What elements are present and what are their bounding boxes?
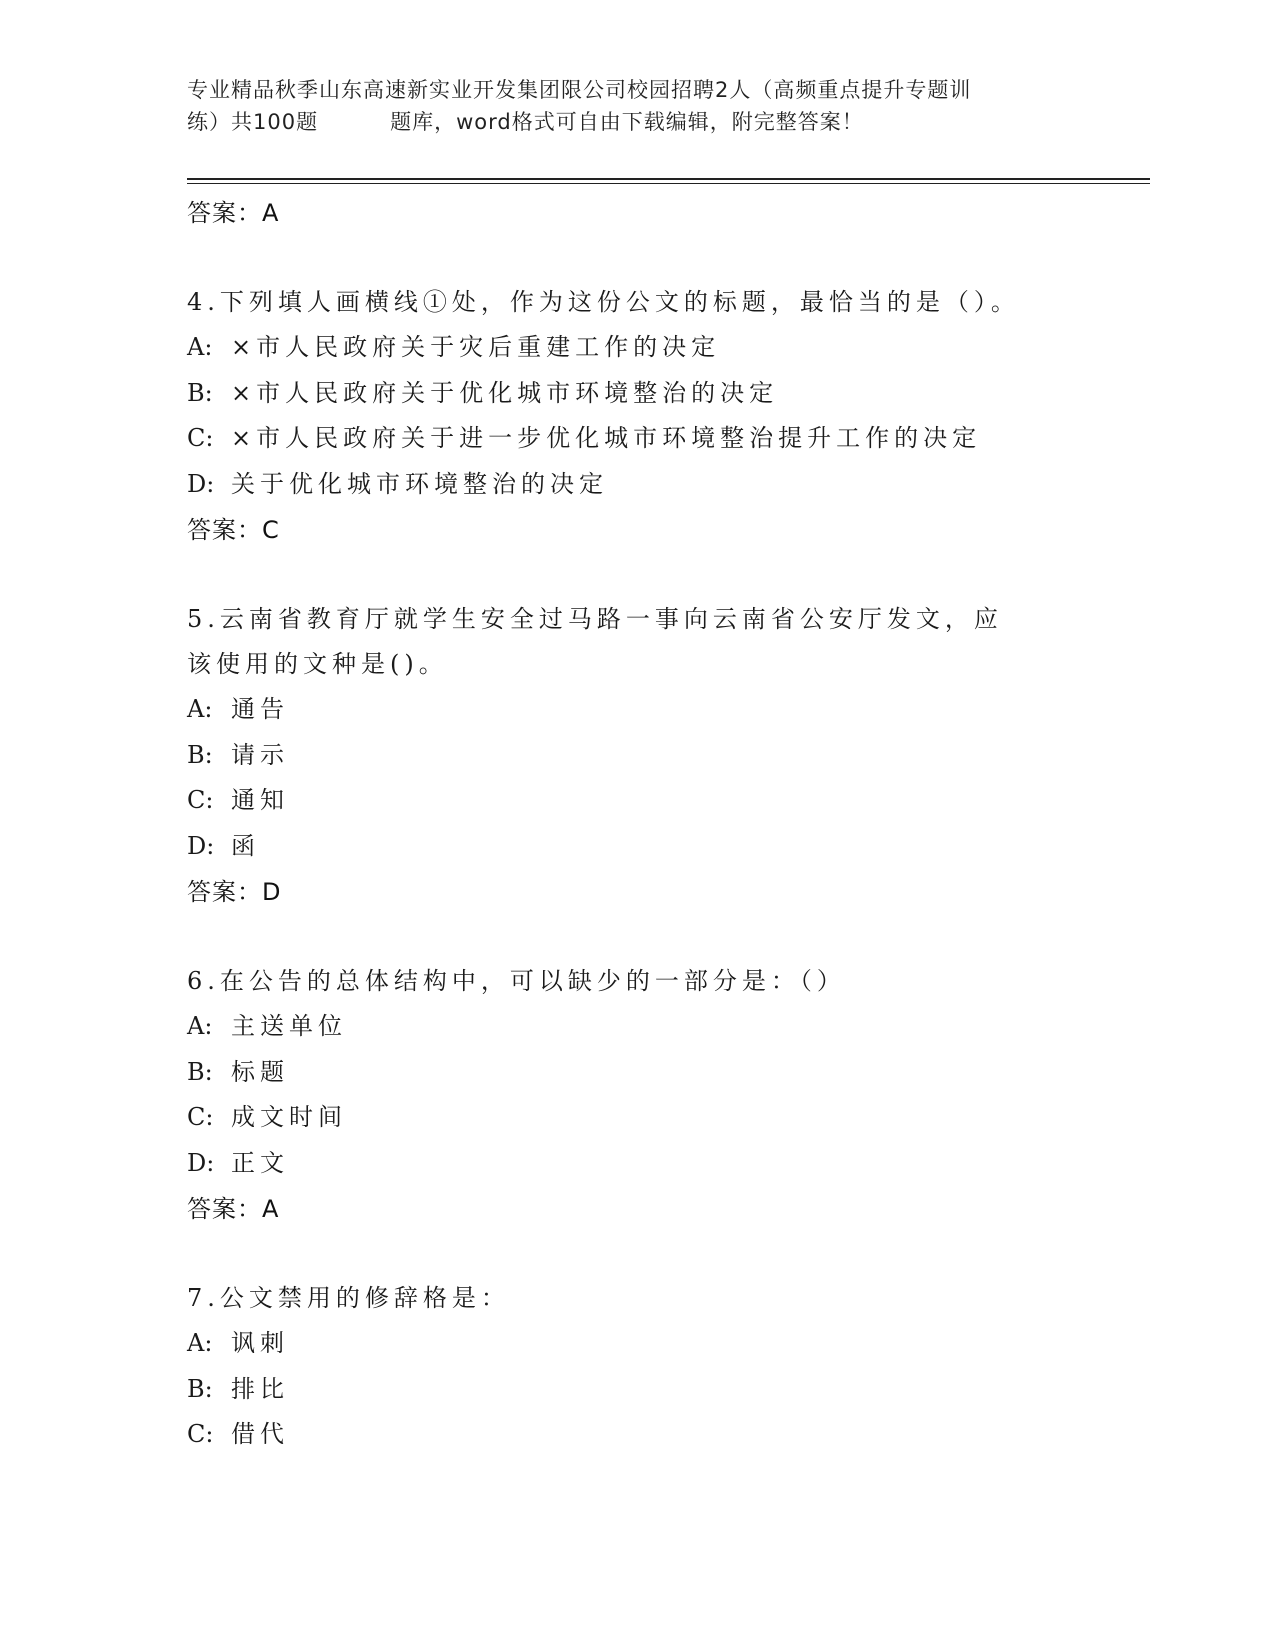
option-key: B:	[187, 1374, 213, 1403]
option-item	[187, 1321, 1087, 1367]
option-text: 主送单位	[231, 1012, 347, 1040]
page-header	[187, 74, 1087, 138]
option-item	[187, 371, 1087, 417]
option-item	[187, 824, 1087, 870]
option-text: 请示	[231, 740, 289, 769]
option-item	[187, 325, 1087, 371]
header-title-part-1: 练）共100题	[187, 110, 319, 134]
option-key: A:	[187, 333, 213, 361]
answer-line: 答案：C	[187, 516, 280, 544]
header-title-line-2	[187, 106, 1087, 138]
option-key: C:	[187, 1420, 214, 1448]
spacer	[187, 553, 1087, 597]
option-text: 排比	[231, 1374, 289, 1403]
question-stem: 5.云南省教育厅就学生安全过马路一事向云南省公安厅发文，应该使用的文种是()。	[187, 605, 1003, 678]
option-item	[187, 1050, 1087, 1096]
option-key: D:	[187, 831, 215, 860]
question-stem: 7.公文禁用的修辞格是：	[187, 1284, 510, 1312]
option-text: ×市人民政府关于进一步优化城市环境整治提升工作的决定	[231, 424, 982, 452]
option-key: A:	[187, 695, 213, 723]
answer-line: 答案：D	[187, 878, 282, 906]
option-key: C:	[187, 1103, 214, 1131]
option-key: B:	[187, 378, 213, 407]
option-key: B:	[187, 740, 213, 769]
option-key: B:	[187, 1057, 213, 1086]
option-key: C:	[187, 424, 214, 452]
option-text: ×市人民政府关于优化城市环境整治的决定	[231, 378, 779, 407]
answer-line: 答案：A	[187, 199, 280, 227]
option-item	[187, 1141, 1087, 1187]
spacer	[187, 1232, 1087, 1276]
option-item	[187, 1412, 1087, 1458]
option-key: A:	[187, 1329, 213, 1357]
option-item	[187, 462, 1087, 508]
option-item	[187, 687, 1087, 733]
spacer	[187, 236, 1087, 280]
option-key: D:	[187, 469, 215, 498]
option-item	[187, 778, 1087, 824]
option-text: 正文	[231, 1148, 289, 1177]
option-text: 函	[231, 831, 260, 860]
option-key: A:	[187, 1012, 213, 1040]
option-text: 关于优化城市环境整治的决定	[231, 469, 608, 498]
option-text: 讽刺	[231, 1329, 289, 1357]
option-item	[187, 1367, 1087, 1413]
option-item	[187, 416, 1087, 462]
option-text: 通知	[231, 786, 289, 814]
question-stem: 4.下列填人画横线①处，作为这份公文的标题，最恰当的是（）。	[187, 288, 1020, 316]
option-text: 借代	[231, 1420, 289, 1448]
question-list	[187, 190, 1087, 1458]
option-key: D:	[187, 1148, 215, 1177]
option-item	[187, 1095, 1087, 1141]
option-item	[187, 1004, 1087, 1050]
answer-line: 答案：A	[187, 1195, 280, 1223]
option-text: ×市人民政府关于灾后重建工作的决定	[231, 333, 721, 361]
option-item	[187, 733, 1087, 779]
header-title-line-1: 专业精品秋季山东高速新实业开发集团限公司校园招聘2人（高频重点提升专题训	[187, 78, 972, 102]
option-text: 通告	[231, 695, 289, 723]
option-key: C:	[187, 786, 214, 814]
question-stem: 6.在公告的总体结构中，可以缺少的一部分是：（）	[187, 967, 846, 995]
spacer	[187, 915, 1087, 959]
header-title-part-2: 题库，word格式可自由下载编辑，附完整答案！	[390, 110, 864, 134]
option-text: 标题	[231, 1057, 289, 1086]
option-text: 成文时间	[231, 1103, 347, 1131]
header-divider-thick	[187, 178, 1150, 180]
header-divider-thin	[187, 183, 1150, 184]
